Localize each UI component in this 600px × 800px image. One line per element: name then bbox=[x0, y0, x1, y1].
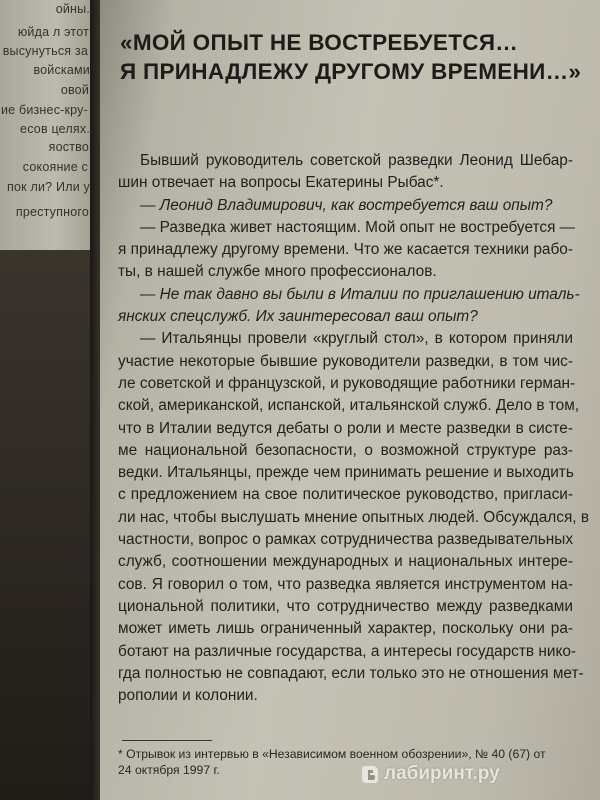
article-line: циональной политики, что сотрудничество между разведками bbox=[118, 597, 573, 615]
footnote-line-1: * Отрывок из интервью в «Независимом военном обозрении», № 40 (67) от bbox=[118, 747, 546, 761]
chapter-title-line-2: Я ПРИНАДЛЕЖУ ДРУГОМУ ВРЕМЕНИ…» bbox=[120, 59, 582, 84]
previous-page-line: есов целях. bbox=[20, 122, 90, 136]
previous-page-shadow bbox=[0, 250, 90, 800]
book-page bbox=[100, 0, 600, 800]
article-line: с предложением на свое политическое руководство, пригласи- bbox=[118, 486, 573, 504]
article-body bbox=[118, 150, 590, 707]
article-line: я принадлежу другому времени. Что же касается техники рабо- bbox=[118, 241, 573, 259]
article-line: ской, американской, испанской, итальянской служб. Дело в том, bbox=[118, 397, 580, 415]
article-line: ботают на различные государства, а интересы государств нико- bbox=[118, 642, 577, 660]
watermark bbox=[360, 763, 500, 785]
article-line: ведки. Итальянцы, прежде чем принимать решение и выходить bbox=[118, 464, 574, 482]
footnote-line-2: 24 октября 1997 г. bbox=[118, 763, 220, 777]
article-line: что в Италии ведутся дебаты о роли и месте разведки в систе- bbox=[118, 419, 573, 437]
article-line: участие некоторые бывшие руководители разведки, в том чис- bbox=[118, 352, 573, 370]
previous-page-line: сокояние с bbox=[22, 160, 88, 174]
article-line: Бывший руководитель советской разведки Леонид Шебар- bbox=[140, 152, 573, 169]
article-line: сов. Я говорил о том, что разведка является инструментом на- bbox=[118, 575, 573, 593]
article-line: ле советской и французской, и руководящие работники герман- bbox=[118, 374, 576, 392]
article-line: служб, соотношении международных и национальных интере- bbox=[118, 553, 573, 571]
article-line: янских спецслужб. Их заинтересовал ваш опыт? bbox=[118, 308, 478, 326]
previous-page-line: ойны. bbox=[55, 2, 90, 16]
article-line: рополии и колонии. bbox=[118, 687, 258, 705]
previous-page-line: овой bbox=[60, 83, 89, 97]
article-line: ме национальной безопасности, о возможной структуре раз- bbox=[118, 441, 573, 459]
previous-page-line: яоство bbox=[48, 140, 89, 154]
previous-page-line: преступного bbox=[15, 205, 89, 219]
article-line: — Леонид Владимирович, как востребуется ваш опыт? bbox=[140, 196, 553, 214]
article-line: ты, в нашей службе много профессионалов. bbox=[118, 263, 437, 281]
previous-page-line: ие бизнес-кру- bbox=[0, 103, 88, 117]
chapter-title bbox=[120, 28, 590, 86]
labirint-logo-icon bbox=[360, 763, 380, 785]
previous-page-line: высунуться за bbox=[2, 44, 88, 58]
article-line: — Итальянцы провели «круглый стол», в котором приняли bbox=[140, 330, 573, 348]
footnote-divider bbox=[122, 740, 212, 741]
previous-page-line: войсками bbox=[33, 63, 90, 77]
footnote bbox=[118, 746, 568, 778]
previous-page-line: юйда л этот bbox=[17, 25, 89, 39]
article-line: — Не так давно вы были в Италии по приглашению италь- bbox=[140, 285, 580, 303]
article-line: может иметь лишь ограниченный характер, поскольку они ра- bbox=[118, 620, 573, 638]
chapter-title-line-1: «МОЙ ОПЫТ НЕ ВОСТРЕБУЕТСЯ… bbox=[120, 30, 519, 55]
article-line: — Разведка живет настоящим. Мой опыт не востребуется — bbox=[140, 218, 576, 236]
watermark-text: лабиринт.ру bbox=[384, 763, 500, 784]
article-line: гда полностью не совпадают, если только это не отношения мет- bbox=[118, 664, 584, 682]
article-line: частности, вопрос о рамках сотрудничества разведывательных bbox=[118, 531, 574, 549]
article-line: шин отвечает на вопросы Екатерины Рыбас*. bbox=[118, 174, 444, 192]
article-line: ли нас, чтобы выслушать мнение опытных людей. Обсуждался, в bbox=[118, 508, 590, 526]
previous-page-line: пок ли? Или у bbox=[7, 180, 90, 194]
